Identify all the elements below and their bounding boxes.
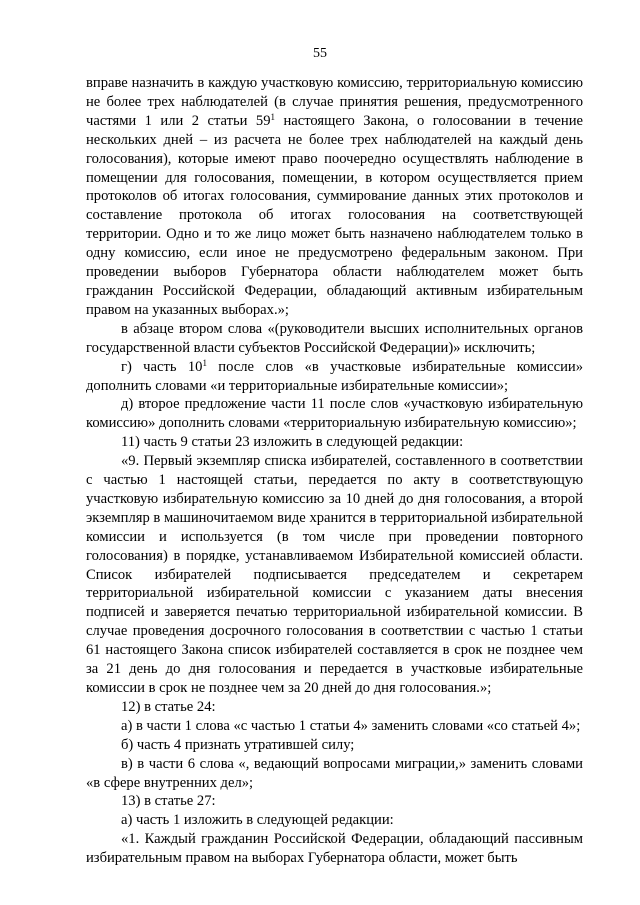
- paragraph-part-1-text: «1. Каждый гражданин Российской Федерации, обладающий пассивным избирательным правом на выборах Губернатора области, может быть: [86, 831, 583, 867]
- page-number: 55: [313, 46, 327, 61]
- superscript-one: 1: [270, 111, 276, 122]
- superscript-one: 1: [202, 357, 207, 368]
- paragraph-abzac-vtoroy: в абзаце втором слова «(руководители высших исполнительных органов государственной власти субъектов Российской Федерации)» исключить;: [86, 320, 583, 356]
- paragraph-item-12-v: в) в части 6 слова «, ведающий вопросами миграции,» заменить словами «в сфере внутренних дел»;: [86, 755, 583, 791]
- document-body: [86, 74, 583, 868]
- paragraph-observers-appointment: вправе назначить в каждую участковую комиссию, территориальную комиссию не более трех наблюдателей (в случае принятия решения, предусмотренного частями 1 или 2 статьи $59^1$ настоящего Закона, о голосовании в течение нескольких дней – из расчета не более трех наблюдателей на каждый день голосования), которые имеют право поочередно осуществлять наблюдение в помещении для голосования, помещении, в котором осуществляется прием протоколов об итогах голосования, суммирование данных этих протоколов и составление протокола об итогах голосования на соответствующей территории. Одно и то же лицо может быть назначено наблюдателем только в одну комиссию, если иное не предусмотрено федеральным законом. При проведении выборов Губернатора области наблюдателем может быть гражданин Российской Федерации, обладающий активным избирательным правом на указанных выборах.»;: [86, 75, 583, 318]
- paragraph-item-12-a: а) в части 1 слова «с частью 1 статьи 4» заменить словами «со статьей 4»;: [121, 717, 581, 734]
- paragraph-item-13-a: а) часть 1 изложить в следующей редакции:: [121, 812, 394, 829]
- paragraph-item-13: 13) в статье 27:: [121, 793, 216, 810]
- paragraph-part-9-text: «9. Первый экземпляр списка избирателей, составленного в соответствии с частью 1 настоящей статьи, передается по акту в соответствующую участковую избирательную комиссию за 10 дней до дня голосования, а второй экземпляр в машиночитаемом виде хранится в территориальной избирательной комиссии и используется (в том числе при проведении повторного голосования) в порядке, устанавливаемом Избирательной комиссией области. Список избирателей подписывается председателем и секретарем территориальной избирательной комиссии с указанием даты внесения подписей и заверяется печатью территориальной избирательной комиссии. В случае проведения досрочного голосования в соответствии с частью 1 статьи 61 настоящего Закона список избирателей составляется в срок не позднее чем за 21 день до дня голосования и передается в участковые избирательные комиссии в срок не позднее чем за 20 дней до дня голосования.»;: [86, 453, 583, 696]
- paragraph-item-d: д) второе предложение части 11 после слов «участковую избирательную комиссию» дополнить словами «территориальную избирательную комиссию»;: [86, 396, 583, 432]
- paragraph-item-g: г) часть $10^1$ после слов «в участковые избирательные комиссии» дополнить словами «и территориальные избирательные комиссии»;: [86, 357, 583, 394]
- paragraph-item-12: 12) в статье 24:: [121, 698, 216, 715]
- paragraph-item-11: 11) часть 9 статьи 23 изложить в следующей редакции:: [121, 434, 464, 451]
- paragraph-item-12-b: б) часть 4 признать утратившей силу;: [121, 736, 355, 753]
